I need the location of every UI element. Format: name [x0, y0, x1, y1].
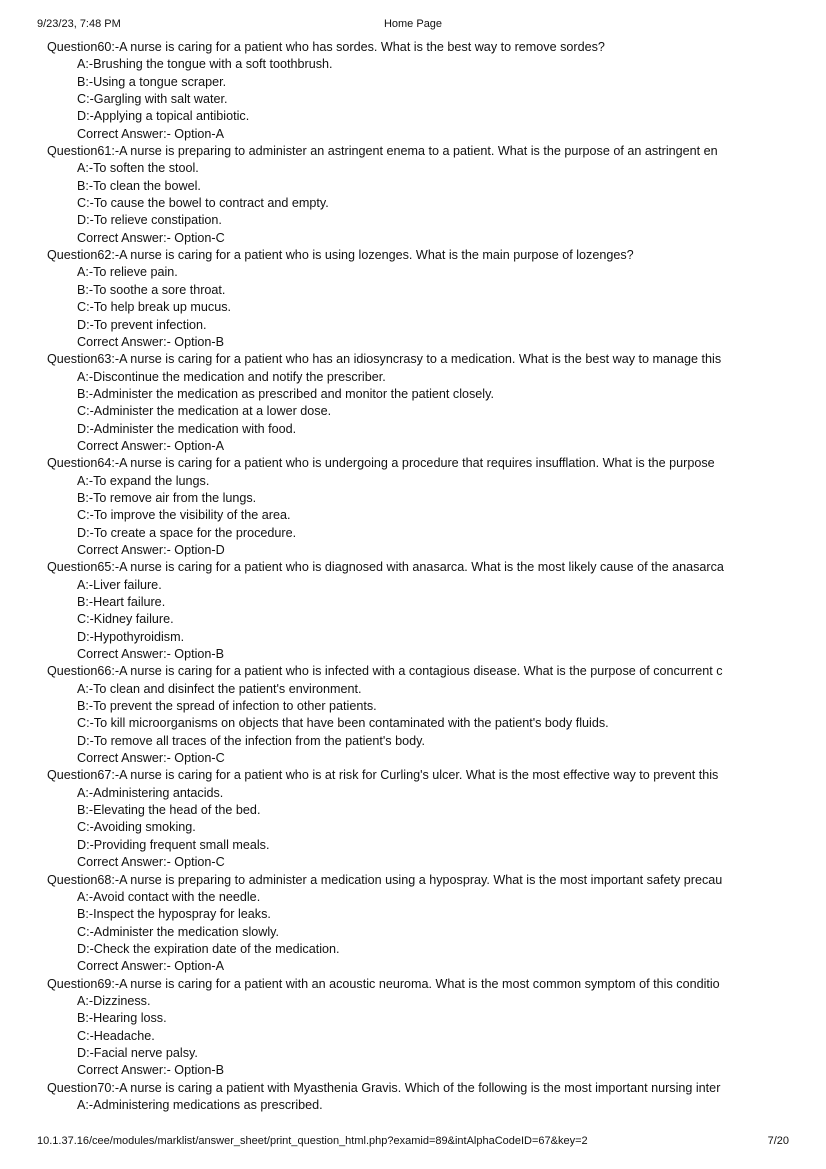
- question-text: Question66:-A nurse is caring for a patient who is infected with a contagious disease. What is the purpose of concurrent c: [47, 664, 723, 679]
- question-block: [47, 351, 789, 455]
- question-block: [47, 143, 789, 247]
- answer-option: B:-To clean the bowel.: [77, 178, 201, 193]
- answer-option: D:-To create a space for the procedure.: [77, 525, 297, 540]
- answer-option: A:-Brushing the tongue with a soft toothbrush.: [77, 57, 333, 72]
- answer-option: D:-Applying a topical antibiotic.: [77, 109, 250, 124]
- answer-option: A:-Administering antacids.: [77, 785, 224, 800]
- answer-option: D:-Check the expiration date of the medication.: [77, 941, 340, 956]
- answer-option: D:-Administer the medication with food.: [77, 421, 297, 436]
- correct-answer: Correct Answer:- Option-D: [77, 542, 225, 557]
- answer-option: A:-Administering medications as prescribed.: [77, 1097, 323, 1112]
- question-text: Question62:-A nurse is caring for a patient who is using lozenges. What is the main purpose of lozenges?: [47, 248, 634, 263]
- question-text: Question61:-A nurse is preparing to administer an astringent enema to a patient. What is the purpose of an astringent en: [47, 144, 718, 159]
- answer-option: A:-To clean and disinfect the patient's environment.: [77, 681, 362, 696]
- answer-option: C:-To improve the visibility of the area.: [77, 508, 291, 523]
- correct-answer: Correct Answer:- Option-A: [77, 438, 224, 453]
- question-text: Question60:-A nurse is caring for a patient who has sordes. What is the best way to remove sordes?: [47, 40, 605, 54]
- answer-option: D:-To relieve constipation.: [77, 213, 222, 228]
- page-title: Home Page: [383, 18, 443, 30]
- question-block: [47, 976, 789, 1080]
- question-block: [47, 872, 789, 976]
- correct-answer: Correct Answer:- Option-C: [77, 230, 225, 245]
- print-datetime: 9/23/23, 7:48 PM: [37, 18, 121, 30]
- answer-option: A:-Dizziness.: [77, 993, 151, 1008]
- correct-answer: Correct Answer:- Option-B: [77, 334, 224, 349]
- answer-option: A:-Avoid contact with the needle.: [77, 889, 261, 904]
- answer-option: C:-To cause the bowel to contract and empty.: [77, 196, 329, 211]
- correct-answer: Correct Answer:- Option-A: [77, 126, 224, 141]
- print-footer: [37, 1135, 789, 1149]
- answer-option: B:-Hearing loss.: [77, 1011, 167, 1026]
- question-block: [47, 455, 789, 559]
- answer-option: A:-Liver failure.: [77, 577, 162, 592]
- answer-option: C:-Administer the medication at a lower dose.: [77, 404, 332, 419]
- question-text: Question65:-A nurse is caring for a patient who is diagnosed with anasarca. What is the most likely cause of the anasarca: [47, 560, 724, 575]
- question-text: Question67:-A nurse is caring for a patient who is at risk for Curling's ulcer. What is the most effective way to prevent this: [47, 768, 719, 783]
- answer-option: B:-Using a tongue scraper.: [77, 74, 227, 89]
- answer-option: B:-Heart failure.: [77, 595, 166, 609]
- answer-option: B:-To prevent the spread of infection to other patients.: [77, 699, 377, 714]
- question-text: Question70:-A nurse is caring a patient with Myasthenia Gravis. Which of the following is the most important nursing inter: [47, 1080, 721, 1095]
- answer-option: B:-Elevating the head of the bed.: [77, 803, 261, 818]
- question-block: [47, 767, 789, 871]
- question-block: [47, 1080, 789, 1115]
- question-text: Question69:-A nurse is caring for a patient with an acoustic neuroma. What is the most common symptom of this conditio: [47, 976, 720, 991]
- answer-option: C:-Administer the medication slowly.: [77, 924, 280, 939]
- question-block: [47, 247, 789, 351]
- page-url: 10.1.37.16/cee/modules/marklist/answer_sheet/print_question_html.php?examid=89&intAlphaCodeID=67&key=2: [37, 1135, 588, 1147]
- answer-option: C:-To help break up mucus.: [77, 300, 231, 315]
- answer-option: D:-Providing frequent small meals.: [77, 837, 270, 852]
- answer-option: A:-To soften the stool.: [77, 161, 199, 176]
- question-block: [47, 663, 789, 767]
- answer-option: B:-To remove air from the lungs.: [77, 490, 257, 505]
- answer-option: D:-Hypothyroidism.: [77, 629, 185, 644]
- question-block: [47, 559, 789, 663]
- correct-answer: Correct Answer:- Option-B: [77, 647, 224, 662]
- correct-answer: Correct Answer:- Option-C: [77, 751, 225, 766]
- print-header: [37, 18, 789, 32]
- answer-option: B:-Inspect the hypospray for leaks.: [77, 907, 271, 922]
- answer-option: C:-To kill microorganisms on objects that have been contaminated with the patient's body fluids.: [77, 716, 609, 731]
- correct-answer: Correct Answer:- Option-A: [77, 959, 224, 974]
- answer-option: B:-To soothe a sore throat.: [77, 282, 226, 297]
- answer-option: C:-Gargling with salt water.: [77, 92, 228, 107]
- question-text: Question63:-A nurse is caring for a patient who has an idiosyncrasy to a medication. What is the best way to manage this: [47, 352, 722, 367]
- answer-option: D:-Facial nerve palsy.: [77, 1045, 198, 1060]
- answer-option: B:-Administer the medication as prescribed and monitor the patient closely.: [77, 386, 494, 401]
- answer-option: D:-To prevent infection.: [77, 317, 207, 332]
- correct-answer: Correct Answer:- Option-B: [77, 1063, 224, 1078]
- answer-option: C:-Headache.: [77, 1028, 155, 1043]
- question-text: Question68:-A nurse is preparing to administer a medication using a hypospray. What is the most important safety precau: [47, 872, 723, 887]
- question-text: Question64:-A nurse is caring for a patient who is undergoing a procedure that requires insufflation. What is the purpose: [47, 456, 715, 471]
- answer-option: A:-Discontinue the medication and notify the prescriber.: [77, 369, 386, 384]
- correct-answer: Correct Answer:- Option-C: [77, 855, 225, 870]
- answer-option: A:-To relieve pain.: [77, 265, 178, 280]
- answer-option: C:-Avoiding smoking.: [77, 820, 196, 835]
- question-list: [47, 39, 789, 1114]
- answer-option: C:-Kidney failure.: [77, 612, 174, 627]
- answer-option: D:-To remove all traces of the infection from the patient's body.: [77, 733, 425, 748]
- page-number: 7/20: [767, 1135, 789, 1147]
- answer-option: A:-To expand the lungs.: [77, 473, 210, 488]
- question-block: [47, 39, 789, 143]
